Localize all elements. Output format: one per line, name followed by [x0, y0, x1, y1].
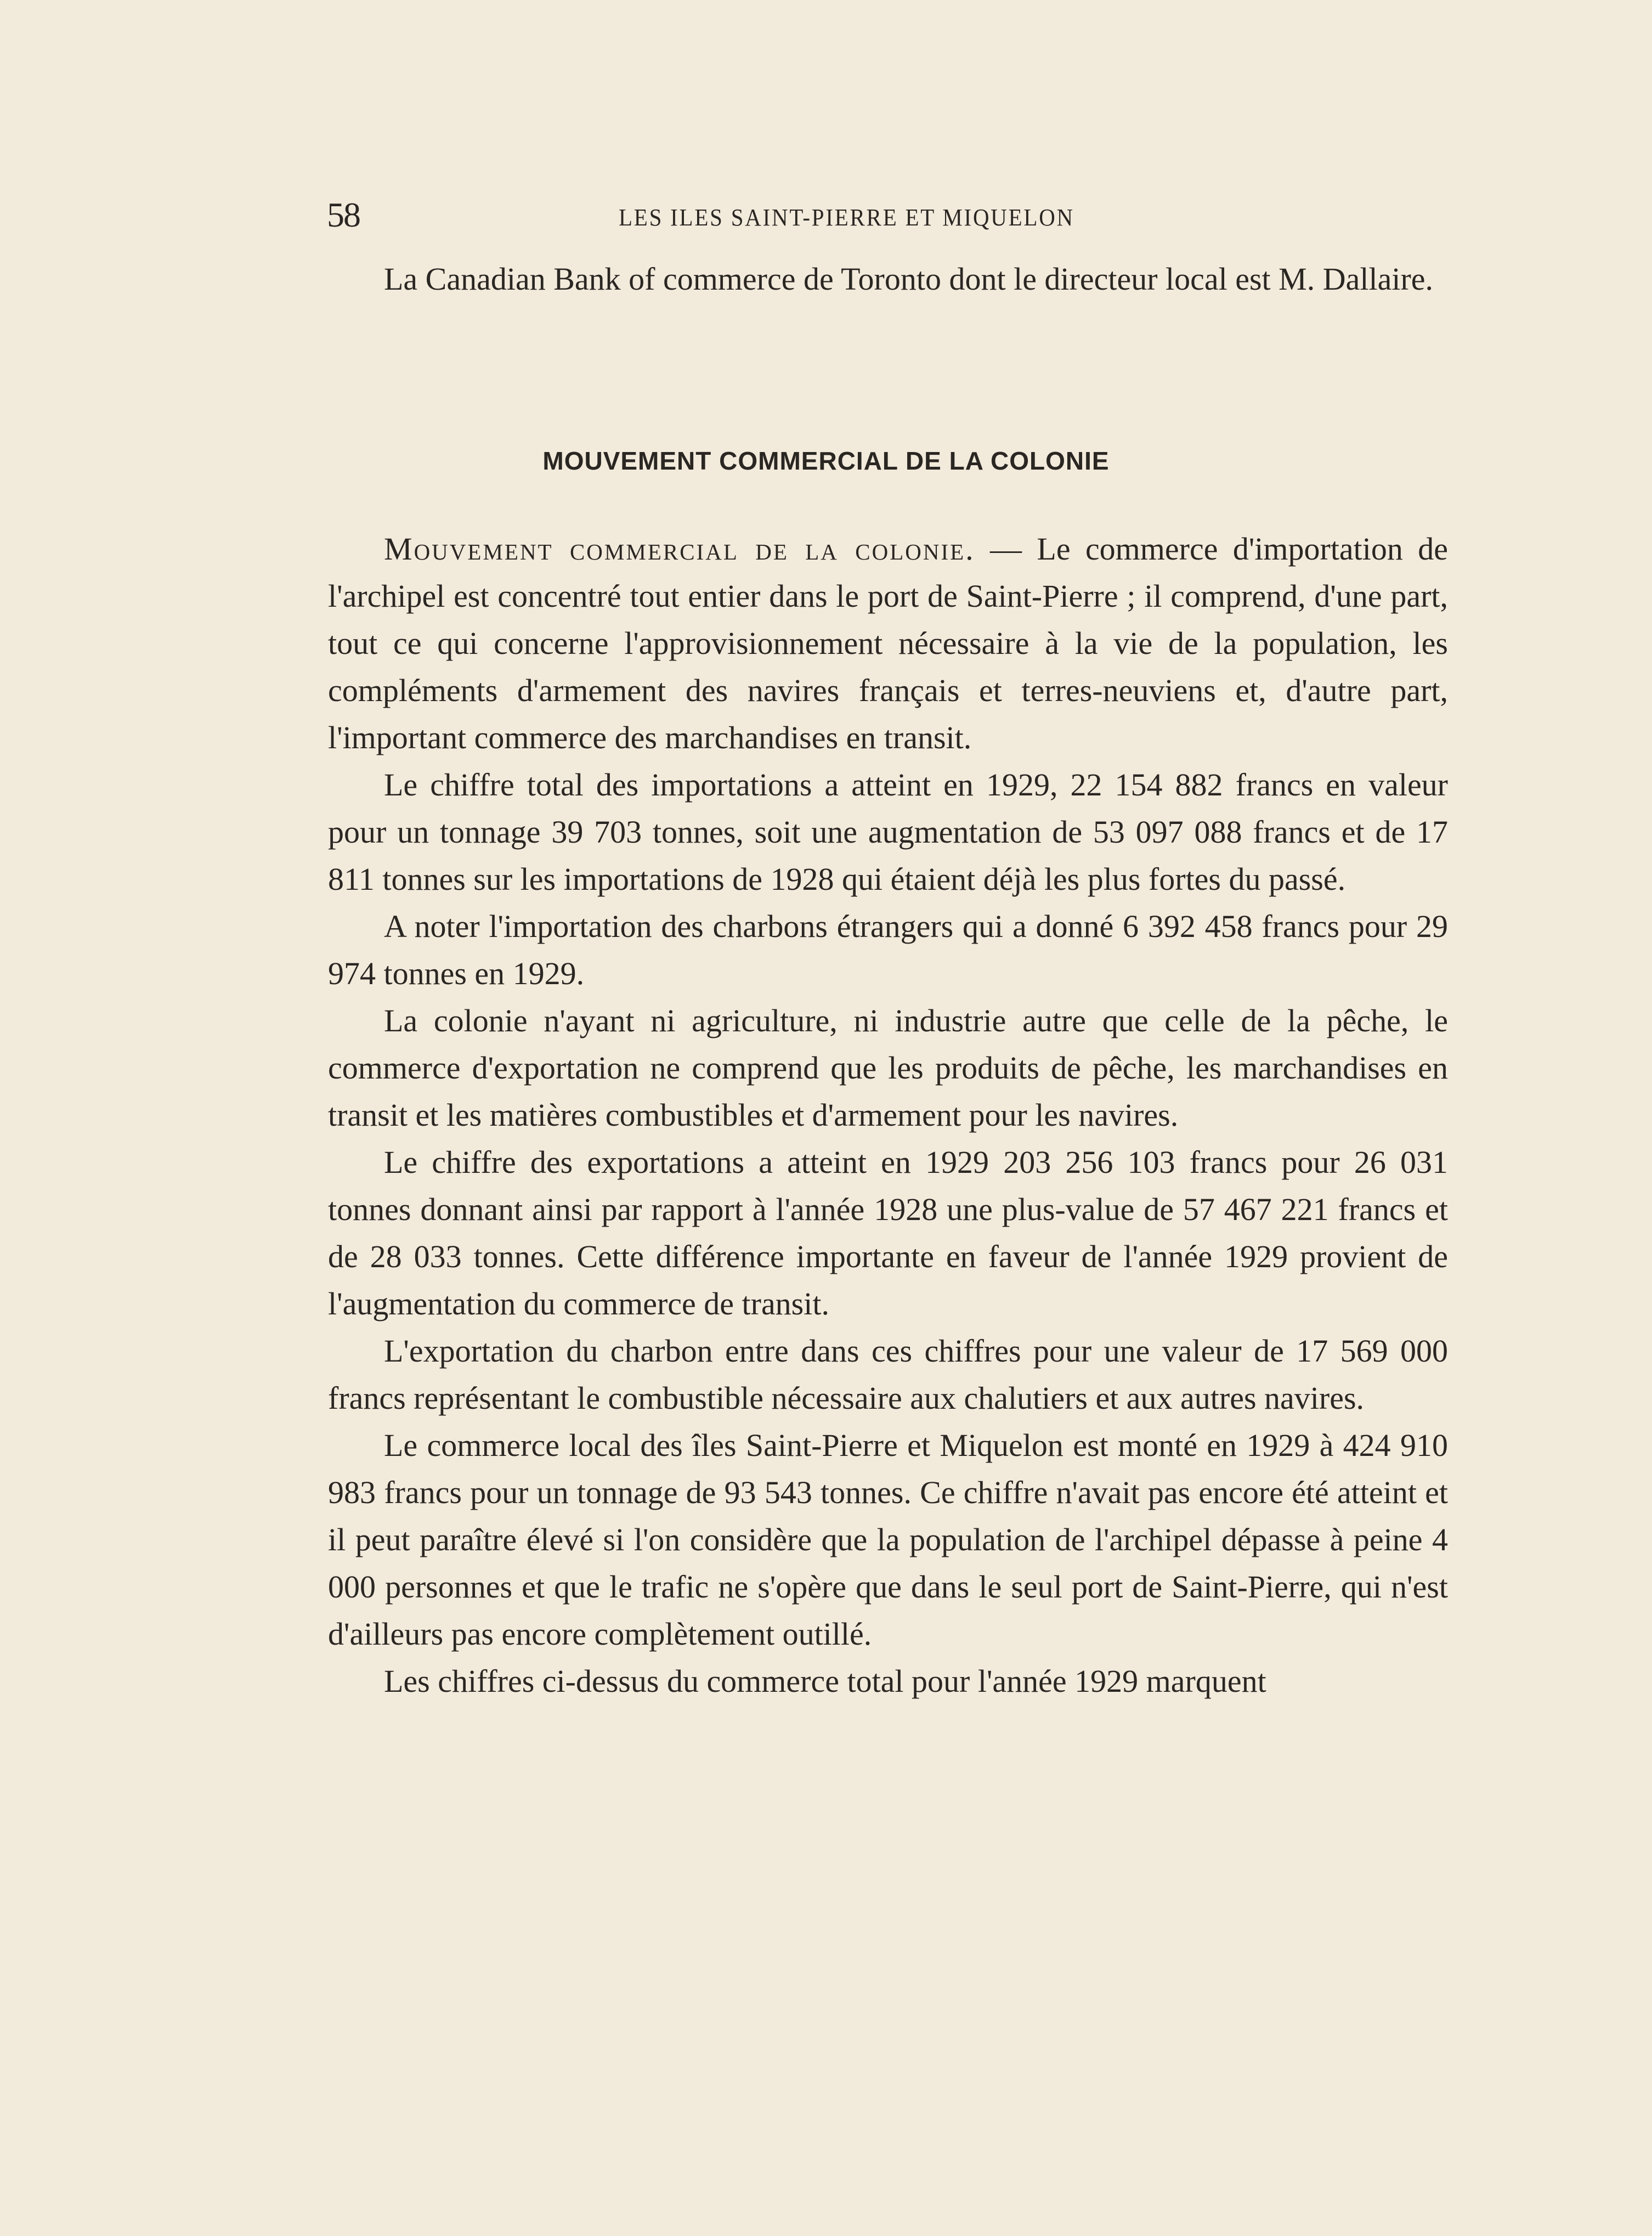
paragraph-local-commerce: Le commerce local des îles Saint-Pierre et Miquelon est monté en 1929 à 424 910 983 francs pour un tonnage de 93 543 tonnes. Ce chiffre n'avait pas encore été atteint et il peut paraître élevé si l'on considère que la population de l'archipel dépasse à peine 4 000 personnes et que le trafic ne s'opère que dans le seul port de Saint-Pierre, qui n'est d'ailleurs pas encore complètement outillé.	[328, 1427, 1448, 1652]
intro-text	[328, 256, 1448, 303]
paragraph-exports-scope: La colonie n'ayant ni agriculture, ni industrie autre que celle de la pêche, le commerce d'exportation ne comprend que les produits de pêche, les marchandises en transit et les matières combustibles et d'armement pour les navires.	[328, 1003, 1448, 1133]
paragraph-exports-figures: Le chiffre des exportations a atteint en 1929 203 256 103 francs pour 26 031 tonnes donnant ainsi par rapport à l'année 1928 une plus-value de 57 467 221 francs et de 28 033 tonnes. Cette différence importante en faveur de l'année 1929 provient de l'augmentation du commerce de transit.	[328, 1144, 1448, 1322]
intro-paragraph: La Canadian Bank of commerce de Toronto dont le directeur local est M. Dallaire.	[384, 261, 1434, 297]
paragraph-totals: Les chiffres ci-dessus du commerce total pour l'année 1929 marquent	[384, 1663, 1266, 1699]
paragraph-coal-exports: L'exportation du charbon entre dans ces chiffres pour une valeur de 17 569 000 francs représentant le combustible nécessaire aux chalutiers et aux autres navires.	[328, 1333, 1448, 1416]
section-body	[328, 526, 1448, 1705]
page-number: 58	[327, 195, 360, 234]
lead-paragraph	[328, 526, 1448, 761]
paragraph-imports: Le chiffre total des importations a atteint en 1929, 22 154 882 francs en valeur pour un tonnage 39 703 tonnes, soit une augmentation de 53 097 088 francs et de 17 811 tonnes sur les importations de 1928 qui étaient déjà les plus fortes du passé.	[328, 767, 1448, 897]
lead-smallcaps: Mouvement commercial de la colonie.	[384, 531, 975, 567]
section-title: MOUVEMENT COMMERCIAL DE LA COLONIE	[542, 447, 1110, 475]
lead-rest: — Le commerce d'importation de l'archipel est concentré tout entier dans le port de Saint-Pierre ; il comprend, d'une part, tout ce qui concerne l'approvisionnement nécessaire à la vie de la population, les compléments d'armement des navires français et terres-neuviens et, d'autre part, l'important commerce des marchandises en transit.	[328, 531, 1449, 755]
running-header: LES ILES SAINT-PIERRE ET MIQUELON	[619, 204, 1074, 231]
paragraph-coal-imports: A noter l'importation des charbons étrangers qui a donné 6 392 458 francs pour 29 974 tonnes en 1929.	[328, 908, 1448, 991]
